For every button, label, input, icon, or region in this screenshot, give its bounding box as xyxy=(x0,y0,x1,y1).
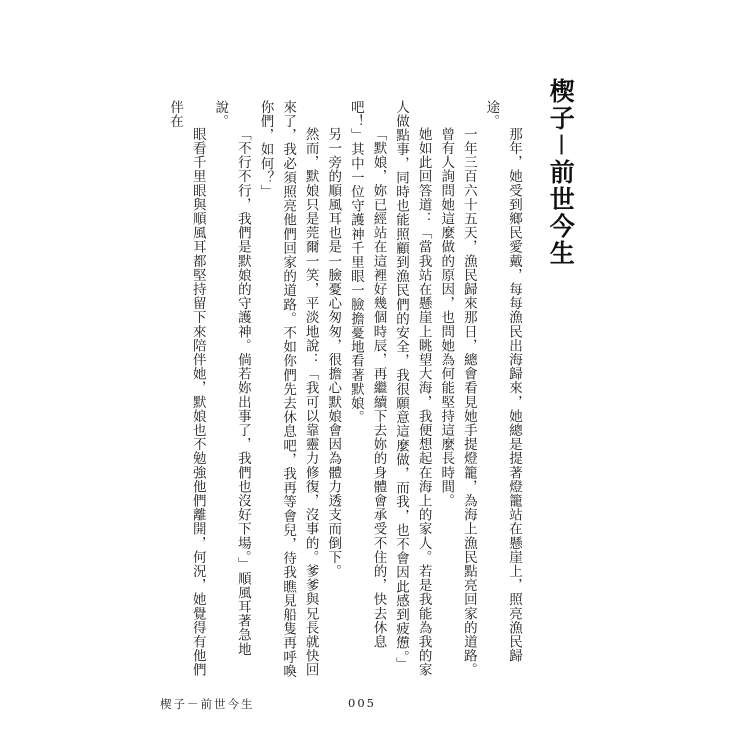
paragraph: 一年三百六十五天，漁民歸來那日，總會看見她手提燈籠，為海上漁民點亮回家的道路。 xyxy=(460,127,477,677)
chapter-title: 楔子－前世今生 xyxy=(546,78,576,268)
paragraph: 然而，默娘只是莞爾一笑，平淡地說：「我可以靠靈力修復，沒事的。爹爹與兄長就快回來了，我必須照亮他們回家的道路。不如你們先去休息吧，我再等會兒，待我瞧見船隻再呼喚你們，如何？」 xyxy=(257,100,319,679)
paragraph: 另一旁的順風耳也是一臉憂心匆匆，很擔心默娘會因為體力透支而倒下。 xyxy=(325,127,342,579)
paragraph: 那年，她受到鄉民愛戴，每每漁民出海歸來，她總是提著燈籠站在懸崖上，照亮漁民歸途。 xyxy=(483,100,522,663)
body-text xyxy=(164,100,526,680)
paragraph: 她如此回答道：「當我站在懸崖上眺望大海，我便想起在海上的家人。若是我能為我的家人做點事，同時也能照顧到漁民們的安全，我很願意這麼做，而我，也不會因此感到疲憊。」 xyxy=(393,100,432,677)
running-head: 楔子－前世今生 xyxy=(160,697,255,711)
paragraph: 曾有人詢問她這麼做的原因，也問她為何能堅持這麼長時間。 xyxy=(438,127,455,508)
page-footer xyxy=(0,696,750,716)
page-number: 005 xyxy=(348,696,376,710)
paragraph: 「不行不行，我們是默娘的守護神。倘若妳出事了，我們也沒好下場。」順風耳著急地說。 xyxy=(212,100,251,657)
paragraph: 「默娘，妳已經站在這裡好幾個時辰，再繼續下去妳的身體會承受不住的，快去休息吧！」其中一位守護神千里眼一臉擔憂地看著默娘。 xyxy=(347,100,387,649)
paragraph: 眼看千里眼與順風耳都堅持留下來陪伴她，默娘也不勉強他們離開，何況，她覺得有他們伴在 xyxy=(167,100,206,677)
